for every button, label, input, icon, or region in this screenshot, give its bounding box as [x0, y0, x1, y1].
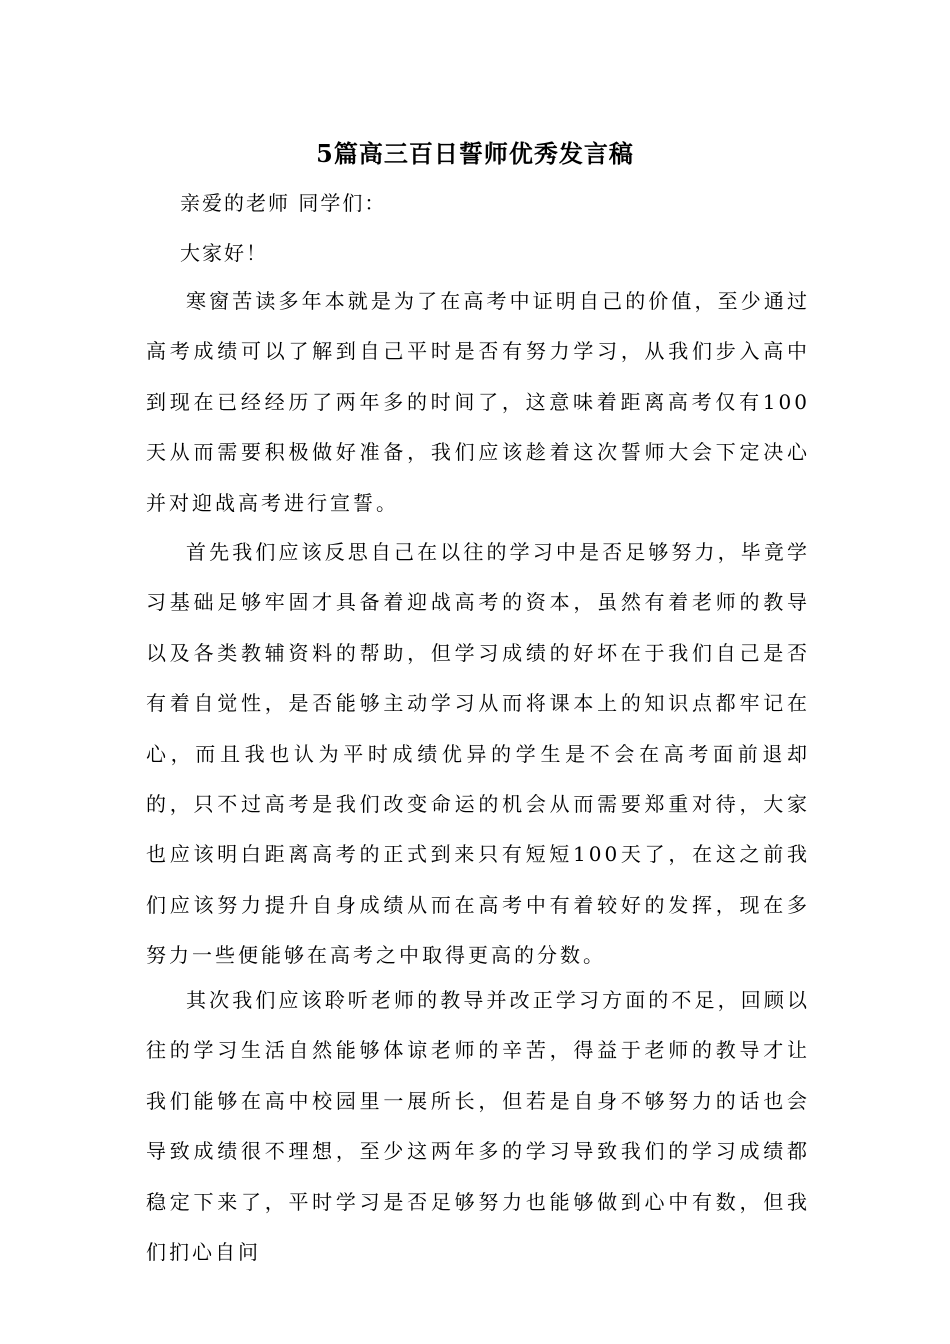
paragraph: 首先我们应该反思自己在以往的学习中是否足够努力，毕竟学习基础足够牢固才具备着迎战高考的资本，虽然有着老师的教导以及各类教辅资料的帮助，但学习成绩的好坏在于我们自己是否有着自觉性，是否能够主动学习从而将课本上的知识点都牢记在心，而且我也认为平时成绩优异的学生是不会在高考面前退却的，只不过高考是我们改变命运的机会从而需要郑重对待，大家也应该明白距离高考的正式到来只有短短100天了，在这之前我们应该努力提升自身成绩从而在高考中有着较好的发挥，现在多努力一些便能够在高考之中取得更高的分数。	[146, 540, 810, 968]
paragraph: 寒窗苦读多年本就是为了在高考中证明自己的价值，至少通过高考成绩可以了解到自己平时是否有努力学习，从我们步入高中到现在已经经历了两年多的时间了，这意味着距离高考仅有100天从而需要积极做好准备，我们应该趁着这次誓师大会下定决心并对迎战高考进行宣誓。	[146, 289, 810, 515]
document-title: 5篇高三百日誓师优秀发言稿	[316, 139, 634, 168]
greeting: 大家好！	[180, 241, 268, 265]
salutation: 亲爱的老师 同学们：	[180, 191, 387, 215]
paragraph: 其次我们应该聆听老师的教导并改正学习方面的不足，回顾以往的学习生活自然能够体谅老师的辛苦，得益于老师的教导才让我们能够在高中校园里一展所长，但若是自身不够努力的话也会导致成绩很不理想，至少这两年多的学习导致我们的学习成绩都稳定下来了，平时学习是否足够努力也能够做到心中有数，但我们扪心自问	[146, 988, 810, 1265]
